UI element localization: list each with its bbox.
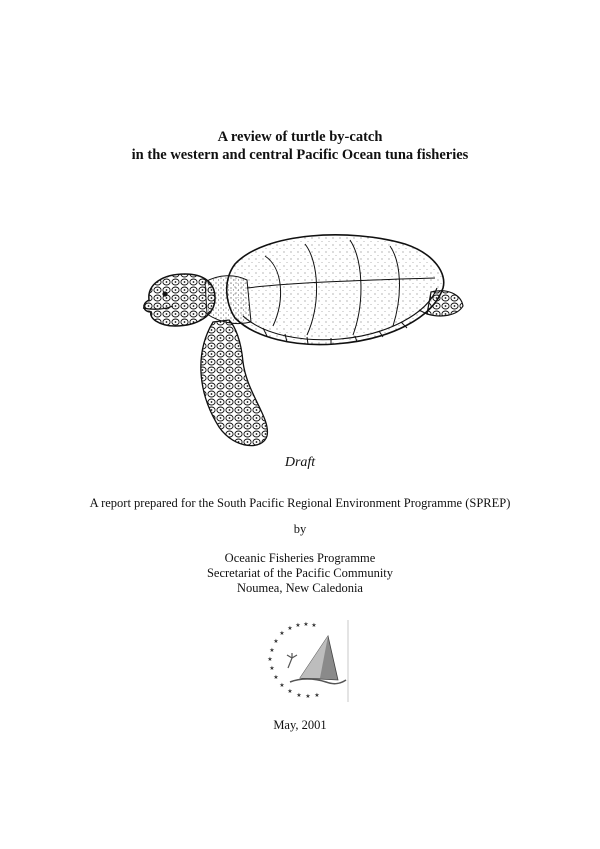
organization-name: Oceanic Fisheries Programme — [224, 551, 376, 565]
by-label: by — [293, 522, 307, 536]
report-title — [0, 128, 600, 164]
svg-text:★: ★ — [279, 682, 285, 689]
organization-secretariat: Secretariat of the Pacific Community — [206, 566, 394, 580]
svg-text:★: ★ — [303, 621, 309, 628]
title-line-2: in the western and central Pacific Ocean tuna fisheries — [131, 147, 469, 163]
svg-text:★: ★ — [269, 665, 275, 672]
svg-text:★: ★ — [287, 625, 293, 632]
draft-label: Draft — [284, 455, 316, 470]
title-line-1: A review of turtle by-catch — [217, 129, 383, 145]
spc-logo — [262, 618, 352, 702]
organization-location: Noumea, New Caledonia — [236, 581, 363, 595]
svg-text:★: ★ — [305, 693, 311, 700]
svg-text:★: ★ — [314, 692, 320, 699]
svg-text:★: ★ — [295, 622, 301, 629]
svg-text:★: ★ — [311, 622, 317, 629]
report-date: May, 2001 — [273, 718, 327, 732]
svg-text:★: ★ — [287, 688, 293, 695]
svg-text:★: ★ — [279, 630, 285, 637]
svg-text:★: ★ — [273, 638, 279, 645]
svg-text:★: ★ — [269, 647, 275, 654]
svg-text:★: ★ — [296, 692, 302, 699]
report-prepared-for: A report prepared for the South Pacific Regional Environment Programme (SPREP) — [89, 496, 511, 510]
sea-turtle-illustration — [135, 222, 475, 462]
svg-text:★: ★ — [267, 656, 273, 663]
svg-text:★: ★ — [273, 674, 279, 681]
